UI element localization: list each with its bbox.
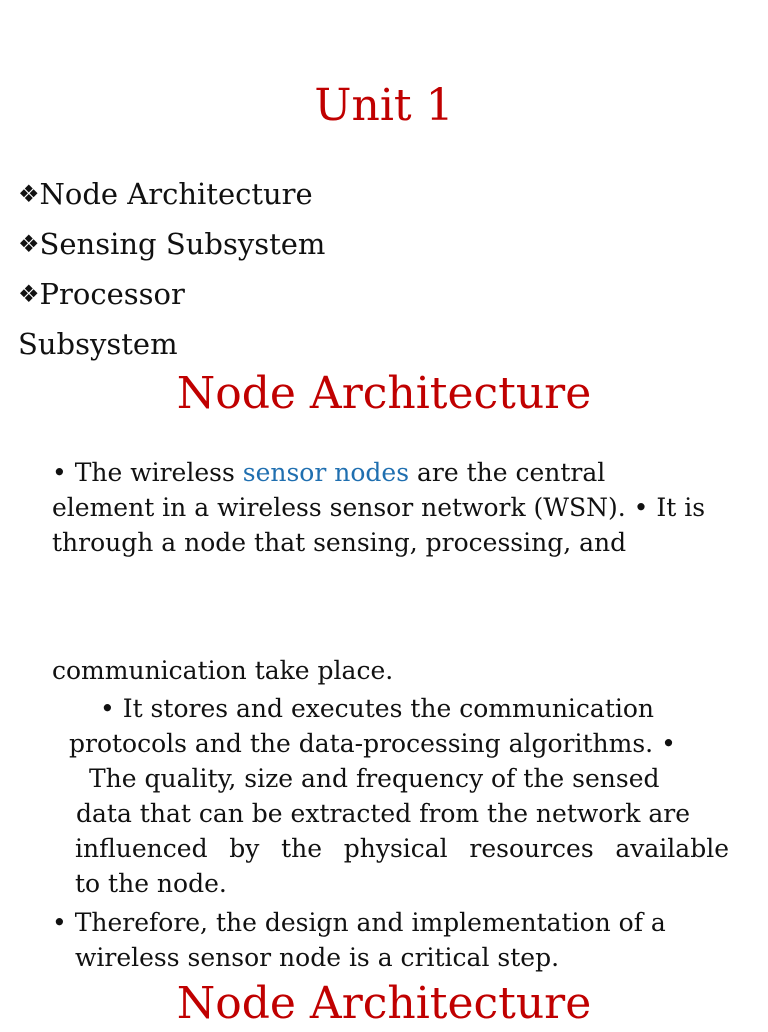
diamond-bullet-icon: ❖ — [18, 180, 40, 208]
paragraph-line: wireless sensor node is a critical step. — [75, 943, 560, 972]
paragraph-line: through a node that sensing, processing, and — [52, 528, 627, 557]
paragraph-line: to the node. — [75, 869, 227, 898]
paragraph-line: • Therefore, the design and implementation of a — [52, 908, 666, 937]
paragraph-line: element in a wireless sensor network (WSN). • It is — [52, 493, 706, 522]
paragraph-line: communication take place. — [52, 656, 394, 685]
paragraph-line: • The wireless sensor nodes are the central — [52, 458, 606, 487]
topic-item-continuation: Subsystem — [18, 327, 178, 361]
paragraph-line: influenced by the physical resources available — [75, 834, 729, 863]
topics-list — [18, 170, 718, 368]
section-heading: Node Architecture — [176, 368, 592, 419]
topic-item: ❖Node Architecture — [18, 177, 313, 211]
paragraph-line: The quality, size and frequency of the sensed — [89, 764, 660, 793]
sensor-nodes-link[interactable]: sensor nodes — [242, 458, 410, 487]
paragraph-line: • It stores and executes the communication — [100, 694, 655, 723]
diamond-bullet-icon: ❖ — [18, 280, 40, 308]
diamond-bullet-icon: ❖ — [18, 230, 40, 258]
topic-item: ❖Sensing Subsystem — [18, 227, 326, 261]
unit-title: Unit 1 — [314, 80, 454, 131]
section-heading-2: Node Architecture — [176, 978, 592, 1029]
paragraph-line: data that can be extracted from the network are — [76, 799, 691, 828]
topic-item: ❖Processor — [18, 277, 185, 311]
paragraph-line: protocols and the data-processing algorithms. • — [69, 729, 676, 758]
